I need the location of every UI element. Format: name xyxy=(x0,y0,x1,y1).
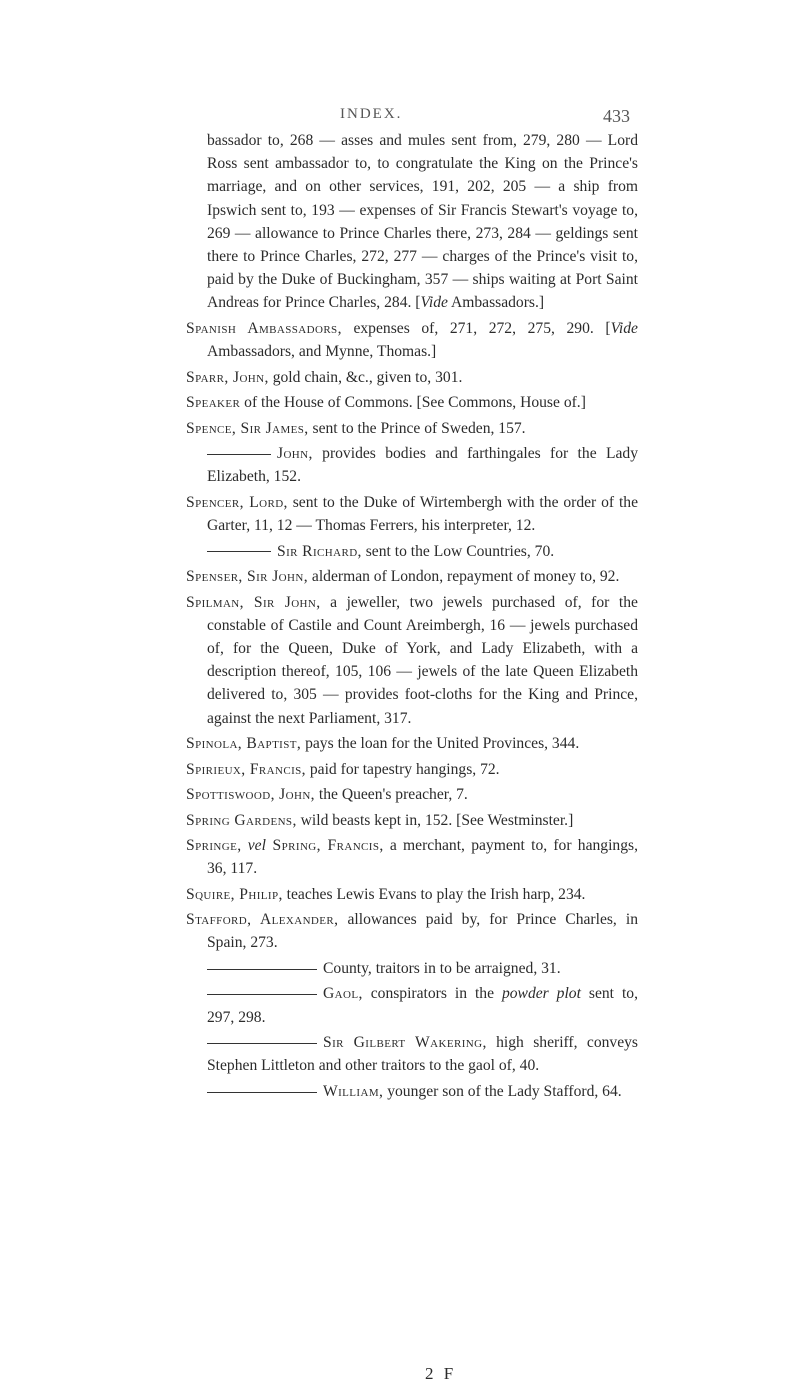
entry-heading: Spottiswood, John, xyxy=(186,786,315,804)
running-title: INDEX. xyxy=(340,106,403,122)
index-entry xyxy=(186,783,638,806)
ditto-rule xyxy=(207,969,317,970)
ditto-rule xyxy=(207,454,271,455)
entry-heading: Squire, Philip, xyxy=(186,885,283,903)
index-entry xyxy=(186,883,638,906)
index-entry xyxy=(186,908,638,954)
index-entry xyxy=(186,982,638,1028)
index-entry xyxy=(186,565,638,588)
index-entry xyxy=(186,540,638,563)
entry-text: provides bodies and farthingales for the Lady Elizabeth, 152. xyxy=(207,445,638,486)
index-entries xyxy=(186,129,638,1105)
entry-heading: Spanish Ambassadors, xyxy=(186,319,342,337)
entry-text: the Queen's preacher, 7. xyxy=(314,786,468,804)
entry-text: County, traitors in to be arraigned, 31. xyxy=(323,959,561,977)
entry-heading: Spirieux, Francis, xyxy=(186,760,306,778)
entry-text: of the House of Commons. [See Commons, House of.] xyxy=(240,394,586,412)
ditto-rule xyxy=(207,1043,317,1044)
index-entry xyxy=(186,732,638,755)
index-entry xyxy=(186,809,638,832)
entry-heading: William, xyxy=(323,1082,384,1100)
entry-italic: Vide xyxy=(610,319,638,337)
entry-heading: Speaker xyxy=(186,394,241,412)
entry-text: wild beasts kept in, 152. [See Westminster.] xyxy=(296,811,574,829)
page-number: 433 xyxy=(603,106,630,126)
index-entry xyxy=(186,442,638,488)
index-entry xyxy=(186,366,638,389)
index-entry xyxy=(186,129,638,315)
entry-text: sent to the Low Countries, 70. xyxy=(361,542,555,560)
entry-heading: Sparr, John, xyxy=(186,368,269,386)
index-entry xyxy=(186,957,638,980)
index-entry xyxy=(186,1080,638,1103)
signature-mark: 2 F xyxy=(425,1364,457,1383)
entry-italic: powder plot xyxy=(501,985,581,1003)
entry-heading: John, xyxy=(277,445,313,463)
entry-text: Ambassadors.] xyxy=(447,294,545,312)
entry-text: Ambassadors, and Mynne, Thomas.] xyxy=(207,343,437,361)
entry-text: expenses of, 271, 272, 275, 290. [ xyxy=(341,319,611,337)
entry-heading: Spring Gardens, xyxy=(186,811,297,829)
entry-heading: Springe, xyxy=(186,837,242,855)
entry-text: sent to the Prince of Sweden, 157. xyxy=(308,419,526,437)
entry-text: sent to, 297, 298. xyxy=(207,985,638,1026)
entry-text: a jeweller, two jewels purchased of, for the constable of Castile and Count Areimbergh, 16 — jewels purchased of, for the Queen, Duke of York, and Lady Elizabeth, with a description thereof, 105, 106 — jewels of the late Queen Elizabeth delivered to, 305 — provides foot-cloths for the King and Prince, against the next Parliament, 317. xyxy=(207,593,638,727)
entry-heading: Gaol, xyxy=(323,985,363,1003)
index-entry xyxy=(186,758,638,781)
ditto-rule xyxy=(207,1092,317,1093)
entry-text: gold chain, &c., given to, 301. xyxy=(268,368,463,386)
index-entry xyxy=(186,491,638,537)
index-entry xyxy=(186,591,638,730)
entry-heading: Spilman, Sir John, xyxy=(186,593,321,611)
entry-italic: vel xyxy=(247,837,266,855)
index-entry xyxy=(186,317,638,363)
ditto-rule xyxy=(207,551,271,552)
entry-text: alderman of London, repayment of money to, 92. xyxy=(308,568,620,586)
entry-heading: Spinola, Baptist, xyxy=(186,735,302,753)
entry-text: paid for tapestry hangings, 72. xyxy=(305,760,500,778)
entry-heading: Sir Gilbert Wakering, xyxy=(323,1034,487,1052)
entry-heading: Spring, Francis, xyxy=(265,837,384,855)
entry-text: conspirators in the xyxy=(362,985,502,1003)
entry-text: high sheriff, conveys Stephen Littleton and other traitors to the gaol of, 40. xyxy=(207,1034,638,1075)
entry-text: a merchant, payment to, for hangings, 36, 117. xyxy=(207,837,638,878)
entry-italic: Vide xyxy=(420,294,448,312)
entry-text: teaches Lewis Evans to play the Irish harp, 234. xyxy=(282,885,586,903)
entry-heading: Spence, Sir James, xyxy=(186,419,309,437)
index-entry xyxy=(186,1031,638,1077)
entry-text: sent to the Duke of Wirtembergh with the order of the Garter, 11, 12 — Thomas Ferrers, his interpreter, 12. xyxy=(207,493,638,535)
entry-text: pays the loan for the United Provinces, 344. xyxy=(301,735,580,753)
index-entry xyxy=(186,391,638,414)
entry-heading: Spencer, Lord, xyxy=(186,493,288,511)
index-entry xyxy=(186,834,638,880)
ditto-rule xyxy=(207,994,317,995)
entry-heading: Stafford, Alexander, xyxy=(186,911,339,929)
index-entry xyxy=(186,417,638,440)
entry-heading: Sir Richard, xyxy=(277,542,362,560)
entry-text: bassador to, 268 — asses and mules sent from, 279, 280 — Lord Ross sent ambassador to, to congratulate the King on the Prince's marriage, and on other services, 191, 202, 205 — a ship from Ipswich sent to, 193 — expenses of Sir Francis Stewart's voyage to, 269 — allowance to Prince Charles there, 273, 284 — geldings sent there to Prince Charles, 272, 277 — charges of the Prince's visit to, paid by the Duke of Buckingham, 357 — ships waiting at Port Saint Andreas for Prince Charles, 284. [ xyxy=(207,132,638,312)
entry-heading: Spenser, Sir John, xyxy=(186,568,308,586)
entry-text: allowances paid by, for Prince Charles, in Spain, 273. xyxy=(207,911,639,952)
entry-text: younger son of the Lady Stafford, 64. xyxy=(383,1082,622,1100)
